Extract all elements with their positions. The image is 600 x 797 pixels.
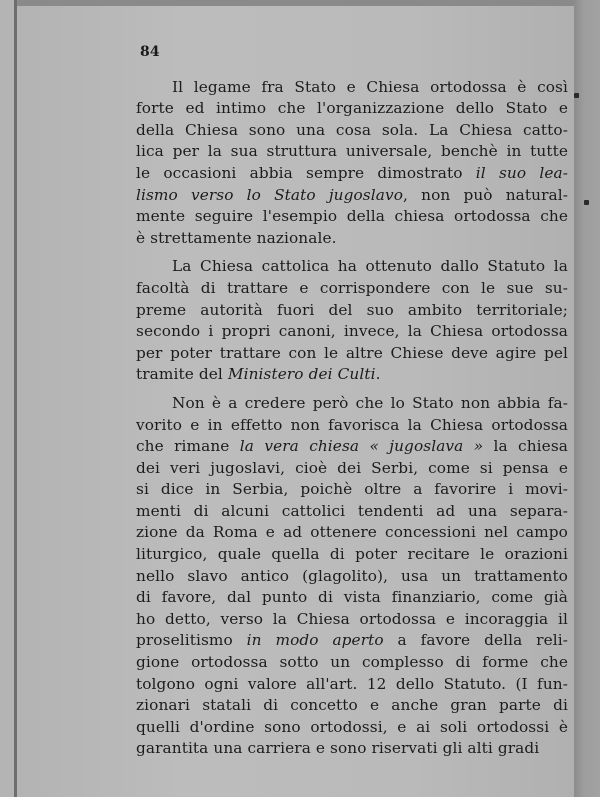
- text-line: [136, 321, 568, 343]
- text-run: garantita una carriera e sono riservati gli alti gradi: [136, 739, 540, 758]
- text-run: nello slavo antico (glagolito), usa un trattamento: [136, 566, 568, 585]
- text-run: Il legame fra Stato e Chiesa ortodossa è così: [172, 77, 568, 96]
- text-run: della Chiesa sono una cosa sola. La Chiesa catto-: [136, 120, 568, 139]
- text-run: ho detto, verso la Chiesa ortodossa e incoraggia il: [136, 609, 568, 628]
- text-run: .: [375, 365, 381, 384]
- paragraph: [136, 256, 568, 386]
- text-run: di favore, dal punto di vista finanziario, come già: [136, 588, 568, 607]
- page-text: [136, 42, 568, 760]
- text-line: [136, 343, 568, 365]
- ink-mark: [574, 93, 579, 98]
- text-run: menti di alcuni cattolici tendenti ad una separa-: [136, 501, 568, 520]
- text-line: [136, 501, 568, 523]
- text-run: vorito e in effetto non favorisca la Chiesa ortodossa: [136, 415, 568, 434]
- italic-text: in modo aperto: [246, 631, 384, 650]
- text-line: [136, 479, 568, 501]
- italic-text: Ministero dei Culti: [227, 365, 376, 384]
- text-line: [136, 206, 568, 228]
- italic-text: il suo lea-: [475, 163, 568, 182]
- text-line: [136, 717, 568, 739]
- text-run: mente seguire l'esempio della chiesa ortodossa che: [136, 207, 568, 226]
- text-line: [136, 98, 568, 120]
- text-run: che rimane: [136, 437, 240, 456]
- text-line: [136, 522, 568, 544]
- text-run: è strettamente nazionale.: [136, 228, 337, 247]
- text-line: [136, 77, 568, 99]
- text-line: [136, 695, 568, 717]
- text-line: [136, 278, 568, 300]
- text-line: [136, 587, 568, 609]
- paragraph: [136, 77, 568, 250]
- text-run: le occasioni abbia sempre dimostrato: [136, 163, 476, 182]
- text-run: dei veri jugoslavi, cioè dei Serbi, come si pensa e: [136, 458, 568, 477]
- next-page-edge: [574, 0, 600, 797]
- text-line: [136, 120, 568, 142]
- book-spine-edge: [0, 0, 17, 797]
- text-run: preme autorità fuori del suo ambito territoriale;: [136, 300, 568, 319]
- text-run: secondo i propri canoni, invece, la Chiesa ortodossa: [136, 322, 568, 341]
- text-run: forte ed intimo che l'organizzazione dello Stato e: [136, 99, 568, 118]
- text-line: [136, 609, 568, 631]
- text-line: [136, 415, 568, 437]
- text-run: si dice in Serbia, poichè oltre a favorire i movi-: [136, 480, 568, 499]
- page-number: 84: [140, 44, 160, 60]
- text-run: Non è a credere però che lo Stato non abbia fa-: [172, 393, 568, 412]
- text-line: [136, 630, 568, 652]
- text-run: tramite del: [136, 365, 228, 384]
- text-run: la chiesa: [483, 437, 568, 456]
- text-line: [136, 393, 568, 415]
- text-run: facoltà di trattare e corrispondere con le sue su-: [136, 278, 568, 297]
- text-line: [136, 300, 568, 322]
- text-line: [136, 566, 568, 588]
- paragraph: [136, 393, 568, 760]
- text-line: [136, 674, 568, 696]
- text-line: [136, 544, 568, 566]
- text-line: [136, 228, 568, 250]
- text-line: [136, 458, 568, 480]
- paragraphs: [136, 77, 568, 760]
- text-run: , non può natural-: [403, 185, 568, 204]
- text-run: zione da Roma e ad ottenere concessioni nel campo: [136, 523, 568, 542]
- text-run: zionari statali di concetto e anche gran parte di: [136, 696, 568, 715]
- italic-text: la vera chiesa « jugoslava »: [239, 437, 484, 456]
- text-run: tolgono ogni valore all'art. 12 dello Statuto. (I fun-: [136, 674, 568, 693]
- text-run: gione ortodossa sotto un complesso di forme che: [136, 653, 568, 672]
- text-line: [136, 256, 568, 278]
- ink-mark: [584, 200, 589, 205]
- text-run: quelli d'ordine sono ortodossi, e ai soli ortodossi è: [136, 717, 568, 736]
- text-line: [136, 738, 568, 760]
- text-line: [136, 364, 568, 386]
- text-run: lica per la sua struttura universale, benchè in tutte: [136, 142, 568, 161]
- text-line: [136, 141, 568, 163]
- text-line: [136, 436, 568, 458]
- text-line: [136, 185, 568, 207]
- italic-text: lismo verso lo Stato jugoslavo: [136, 185, 404, 204]
- text-run: per poter trattare con le altre Chiese deve agire pel: [136, 343, 568, 362]
- text-line: [136, 163, 568, 185]
- text-run: a favore della reli-: [383, 631, 568, 650]
- text-run: La Chiesa cattolica ha ottenuto dallo Statuto la: [172, 257, 568, 276]
- text-run: proselitismo: [136, 631, 247, 650]
- text-run: liturgico, quale quella di poter recitare le orazioni: [136, 545, 568, 564]
- text-line: [136, 652, 568, 674]
